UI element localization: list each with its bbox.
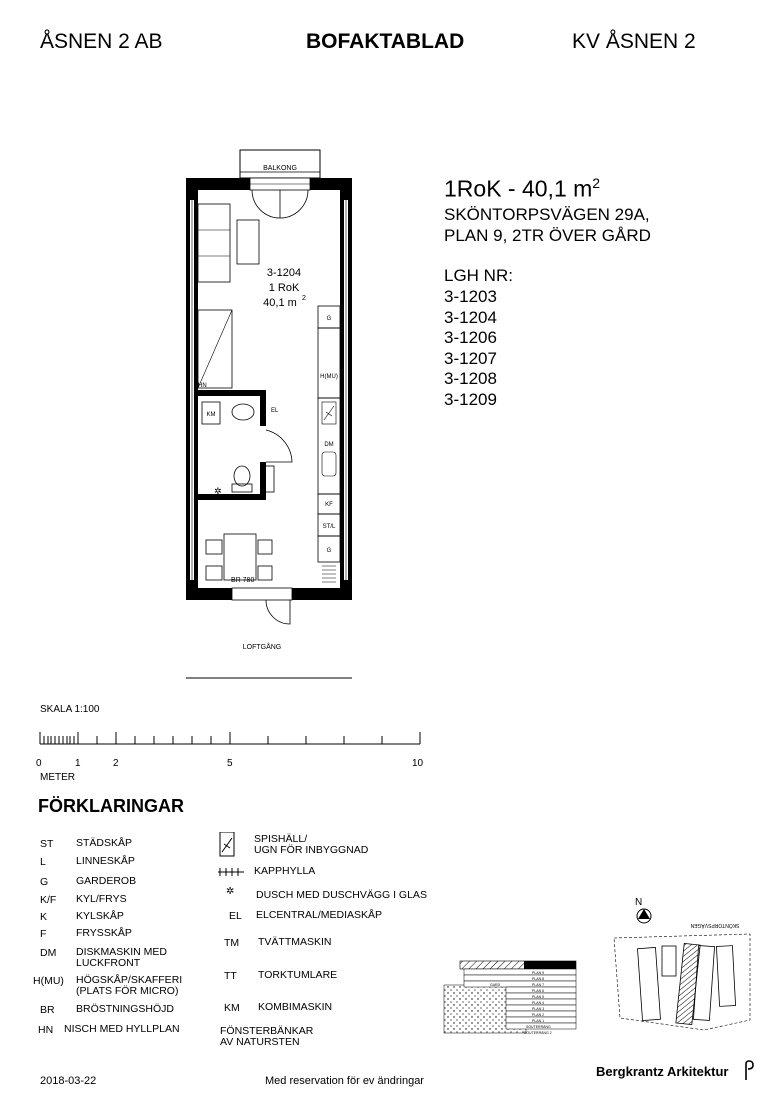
shower-icon: ✲ — [226, 886, 235, 897]
brand-logo — [742, 1060, 756, 1082]
apartment-number: 3-1207 — [444, 348, 497, 368]
apartment-list-label: LGH NR: — [444, 266, 513, 285]
section-label: SOUTERRÄNG 2 — [524, 1031, 552, 1035]
footer-date: 2018-03-22 — [40, 1075, 97, 1087]
section-label: PLAN 3 — [532, 1007, 545, 1011]
scale-label: SKALA 1:100 — [40, 704, 100, 715]
apartment-number: 3-1204 — [444, 307, 497, 327]
section-label: PLAN 8 — [532, 977, 545, 981]
section-label: PLAN 2 — [532, 1013, 545, 1017]
scale-bar — [0, 720, 440, 780]
shower-drain-icon: ✲ — [214, 486, 222, 496]
hat-shelf-icon — [218, 868, 244, 876]
bath-wall-top — [198, 390, 266, 396]
scale-tick: 10 — [412, 758, 424, 769]
footer-note: Med reservation för ev ändringar — [265, 1075, 424, 1087]
label-dm: DM — [324, 442, 334, 448]
stove-icon — [220, 832, 234, 856]
apartment-title-text: 1RoK - 40,1 m — [444, 175, 593, 202]
balcony-label: BALKONG — [263, 165, 297, 172]
unit-area: 40,1 m — [263, 297, 297, 309]
balcony-outline — [240, 150, 320, 178]
section-label: PLAN 1 — [532, 1019, 545, 1023]
scale-tick: 0 — [36, 758, 42, 769]
street-label: SKÖNTORPSVÄGEN — [690, 922, 740, 928]
apartment-number: 3-1203 — [444, 287, 497, 306]
site-plan — [600, 890, 760, 1050]
dining-table — [224, 534, 256, 580]
section-label: PLAN 4 — [532, 1001, 545, 1005]
section-drawing — [440, 955, 590, 1035]
scale-tick: 1 — [75, 758, 81, 769]
section-label: PLAN 7 — [532, 983, 545, 987]
header-title: BOFAKTABLAD — [306, 30, 465, 53]
header-block: KV ÅSNEN 2 — [572, 30, 696, 53]
section-label: PLAN 6 — [532, 989, 545, 993]
label-el: EL — [271, 408, 279, 414]
label-br: BR 780 — [231, 577, 255, 584]
unit-area-sup: 2 — [302, 295, 306, 302]
header-company: ÅSNEN 2 AB — [40, 30, 163, 53]
section-label: PLAN 5 — [532, 995, 545, 999]
washbasin — [232, 404, 254, 420]
toilet — [234, 466, 250, 486]
apartment-floor: PLAN 9, 2TR ÖVER GÅRD — [444, 226, 651, 245]
label-kf: KF — [325, 502, 333, 508]
label-hmu: H(MU) — [320, 374, 338, 380]
unit-number: 3-1204 — [266, 267, 302, 279]
apartment-number: 3-1206 — [444, 328, 497, 347]
scale-tick: 2 — [113, 758, 119, 769]
scale-tick: 5 — [227, 758, 233, 769]
section-label: SOUTERRÄNG — [526, 1025, 551, 1029]
table — [237, 220, 259, 264]
hat-shelf-icon — [322, 566, 336, 582]
section-label: PLAN 9 — [532, 971, 545, 975]
apartment-title-sup: 2 — [592, 175, 601, 191]
entrance-door — [266, 600, 290, 624]
legend-icons — [218, 832, 246, 892]
sofa — [198, 204, 230, 282]
apartment-address: SKÖNTORPSVÄGEN 29A, — [444, 205, 650, 224]
unit-type: 1 RoK — [268, 282, 300, 294]
label-g-bottom: G — [326, 548, 332, 554]
footer-brand: Bergkrantz Arkitektur — [596, 1064, 729, 1079]
apartment-number: 3-1209 — [444, 389, 497, 409]
scale-unit: METER — [40, 772, 75, 783]
apartment-number: 3-1208 — [444, 369, 497, 388]
label-hn: HN — [198, 383, 207, 389]
label-g-top: G — [326, 316, 332, 322]
sink — [322, 452, 336, 476]
label-km: KM — [206, 412, 216, 418]
bath-door — [266, 430, 292, 462]
label-stl: ST/L — [322, 524, 336, 530]
north-label: N — [635, 897, 643, 908]
corridor-label: LOFTGÅNG — [242, 644, 282, 651]
legend-title: FÖRKLARINGAR — [38, 796, 184, 816]
section-label: GARD — [490, 983, 501, 987]
